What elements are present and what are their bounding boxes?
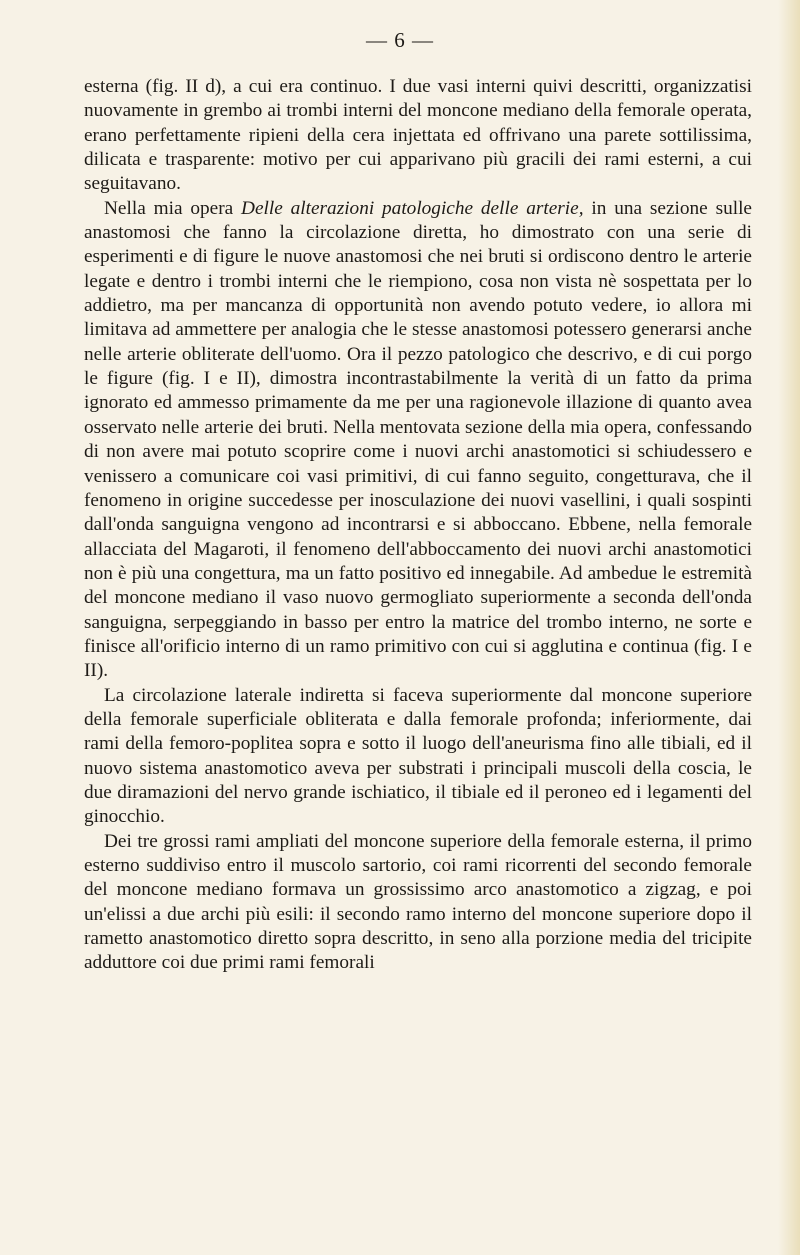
paragraph-2-body: in una sezione sulle anastomosi che fanno la circolazione diretta, ho dimostrato con una serie di esperimenti e di figure le nuove anastomosi che nei bruti si ordiscono dentro le arterie legate e dentro i trombi interni che le riempiono, cosa non vista nè sospettata per lo addietro, ma per mancanza di opportunità non avendo potuto vedere, io allora mi limitava ad ammettere per analogia che le stesse anastomosi potessero generarsi anche nelle arterie obliterate dell'uomo. Ora il pezzo patologico che descrivo, e di cui porgo le figure (fig. I e II), dimostra incontrastabilmente la verità di un fatto da prima ignorato ed ammesso primamente da me per una ragionevole illazione di quanto avea osservato nelle arterie dei bruti. Nella mentovata sezione della mia opera, confessando di non avere mai potuto scoprire come i nuovi archi anastomotici si schiudessero e venissero a comunicare coi vasi primitivi, di cui fanno seguito, congetturava, che il fenomeno in origine succedesse per inosculazione dei nuovi vasellini, i quali sospinti dall'onda sanguigna vengono ad incontrarsi e si abboccano. Ebbene, nella femorale allacciata del Magaroti, il fenomeno dell'abboccamento dei nuovi archi anastomotici non è più una congettura, ma un fatto positivo ed innegabile. Ad ambedue le estremità del moncone mediano il vaso nuovo germogliato superiormente a seconda dell'onda sanguigna, serpeggiando in basso per entro la matrice del trombo interno, ne sorte e finisce all'orificio interno di un ramo primitivo con cui si agglutina e continua (fig. I e II).	[84, 197, 752, 682]
paragraph-2	[84, 197, 752, 684]
page-edge-shading	[778, 0, 800, 1255]
paragraph-4: Dei tre grossi rami ampliati del moncone superiore della femorale esterna, il primo esterno suddiviso entro il muscolo sartorio, coi rami ricorrenti del secondo femorale del moncone mediano formava un grossissimo arco anastomotico a zigzag, e poi un'elissi a due archi più esili: il secondo ramo interno del moncone superiore dopo il rametto anastomotico diretto sopra descritto, in seno alla porzione media del tricipite adduttore coi due primi rami femorali	[84, 830, 752, 974]
body-text	[84, 75, 752, 976]
paragraph-3: La circolazione laterale indiretta si faceva superiormente dal moncone superiore della femorale superficiale obliterata e dalla femorale profonda; inferiormente, dai rami della femoro-poplitea sopra e sotto il luogo dell'aneurisma fino alle tibiali, ed il nuovo sistema anastomotico aveva per substrati i principali muscoli della coscia, le due diramazioni del nervo grande ischiatico, il tibiale ed il peroneo ed i legamenti del ginocchio.	[84, 684, 752, 828]
page-number: — 6 —	[366, 28, 434, 52]
paragraph-1: esterna (fig. II d), a cui era continuo. I due vasi interni quivi descritti, organizzatisi nuovamente in grembo ai trombi interni del moncone mediano della femorale operata, erano perfettamente ripieni della cera injettata ed offrivano una parete sottilissima, dilicata e trasparente: motivo per cui apparivano più gracili dei rami esterni, a cui seguitavano.	[84, 76, 752, 195]
paragraph-2-lead: Nella mia opera	[104, 197, 242, 219]
book-title: Delle alterazioni patologiche delle arterie,	[241, 197, 584, 219]
